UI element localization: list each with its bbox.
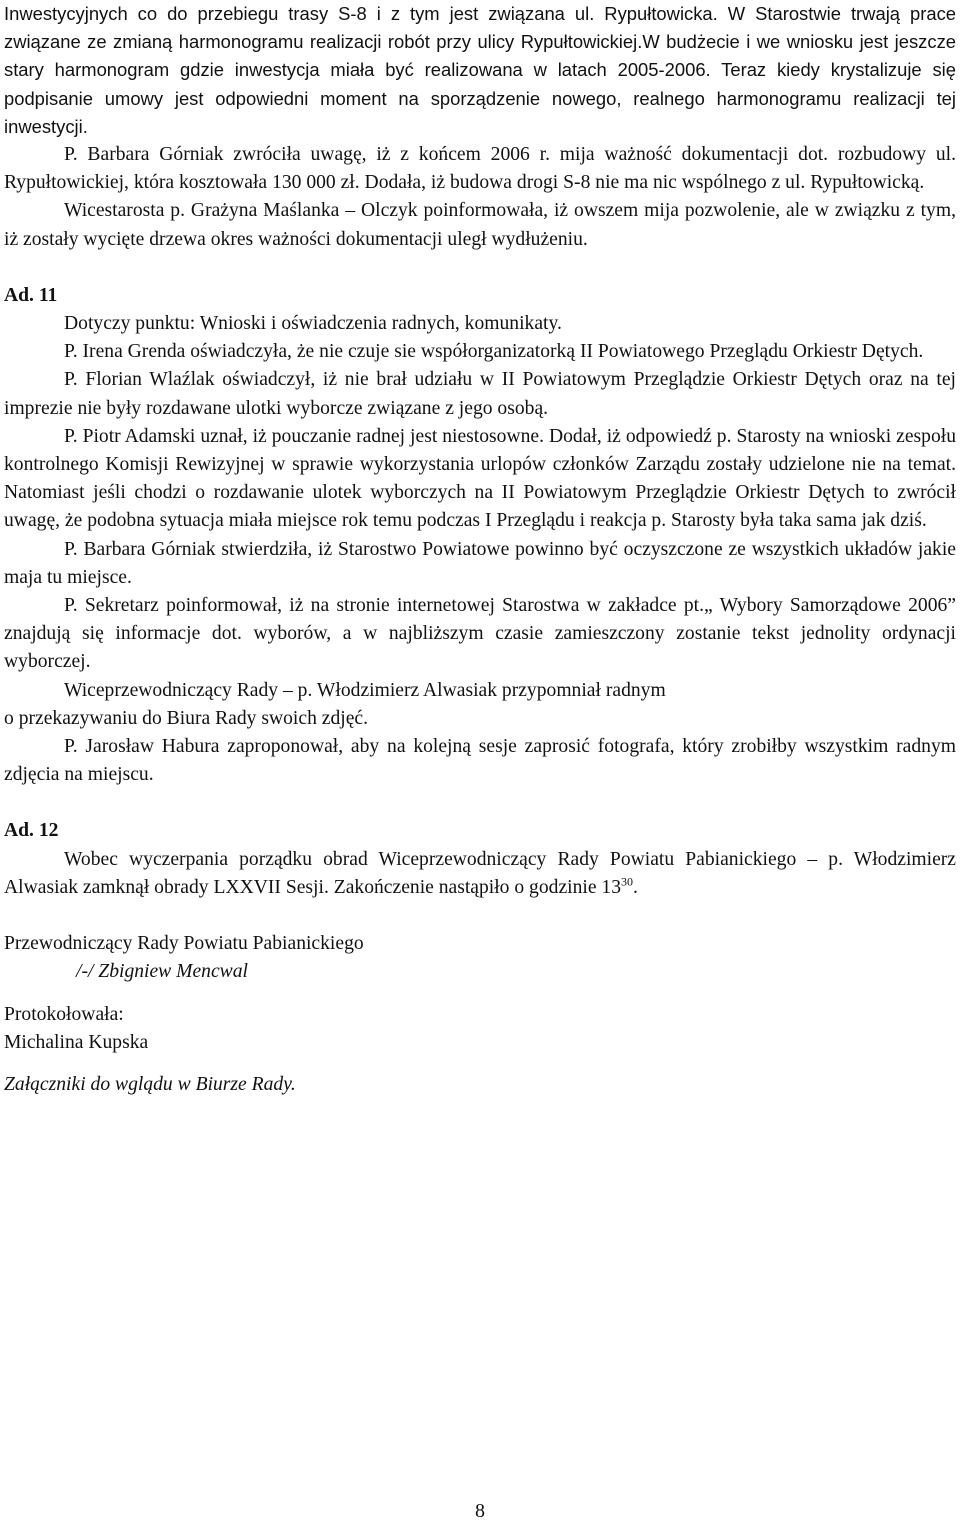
- paragraph-habura: P. Jarosław Habura zaproponował, aby na kolejną sesje zaprosić fotografa, który zrobiłby wszystkim radnym zdjęcia na miejscu.: [4, 736, 956, 786]
- protocol-author: Michalina Kupska: [4, 1031, 149, 1053]
- protocol-label: Protokołowała:: [4, 1003, 124, 1025]
- section-heading-ad-12: Ad. 12: [4, 820, 59, 842]
- paragraph-vice-chair-line2: o przekazywaniu do Biura Rady swoich zdjęć.: [4, 707, 368, 729]
- signature-title: Przewodniczący Rady Powiatu Pabianickiego: [4, 933, 364, 955]
- paragraph-gorniak-starostwo: P. Barbara Górniak stwierdziła, iż Starostwo Powiatowe powinno być oczyszczone ze wszystkich układów jakie maja tu miejsce.: [4, 538, 956, 588]
- paragraph-vice-starost-response: Wicestarosta p. Grażyna Maślanka – Olczyk poinformowała, iż owszem mija pozwolenie, ale w związku z tym, iż zostały wycięte drzewa okres ważności dokumentacji uległ wydłużeniu.: [4, 200, 956, 250]
- attachments-note: Załączniki do wglądu w Biurze Rady.: [4, 1073, 296, 1095]
- paragraph-gorniak-documentation: P. Barbara Górniak zwróciła uwagę, iż z końcem 2006 r. mija ważność dokumentacji dot. rozbudowy ul. Rypułtowickiej, która kosztowała 130 000 zł. Dodała, iż budowa drogi S-8 nie ma nic wspólnego z ul. Rypułtowicką.: [4, 144, 956, 194]
- paragraph-vice-chair-line1: Wiceprzewodniczący Rady – p. Włodzimierz Alwasiak przypomniał radnym: [64, 679, 666, 701]
- section-11-intro: Dotyczy punktu: Wnioski i oświadczenia radnych, komunikaty.: [64, 313, 562, 335]
- paragraph-wlazlak: P. Florian Wlaźlak oświadczył, iż nie brał udziału w II Powiatowym Przeglądzie Orkiestr Dętych oraz na tej imprezie nie były rozdawane ulotki wyborcze związane z jego osobą.: [4, 369, 956, 419]
- paragraph-s8-schedule: Inwestycyjnych co do przebiegu trasy S-8 i z tym jest związana ul. Rypułtowicka. W Starostwie trwają prace związane ze zmianą harmonogramu realizacji robót przy ulicy Rypułtowickiej.W budżecie i we wniosku jest jeszcze stary harmonogram gdzie inwestycja miała być realizowana w latach 2005-2006. Teraz kiedy krystalizuje się podpisanie umowy jest odpowiedni moment na sporządzenie nowego, realnego harmonogramu realizacji tej inwestycji.: [4, 3, 956, 137]
- paragraph-secretary: P. Sekretarz poinformował, iż na stronie internetowej Starostwa w zakładce pt.„ Wybory Samorządowe 2006” znajdują się informacje dot. wyborów, a w najbliższym czasie zamieszczony zostanie tekst jednolity ordynacji wyborczej.: [4, 595, 956, 673]
- paragraph-grenda: P. Irena Grenda oświadczyła, że nie czuje sie współorganizatorką II Powiatowego Przeglądu Orkiestr Dętych.: [64, 341, 924, 363]
- paragraph-closing: [4, 846, 956, 902]
- paragraph-adamski: P. Piotr Adamski uznał, iż pouczanie radnej jest niestosowne. Dodał, iż odpowiedź p. Starosty na wnioski zespołu kontrolnego Komisji Rewizyjnej w sprawie wykorzystania urlopów członków Zarządu zostały udzielone nie na temat. Natomiast jeśli chodzi o rozdawanie ulotek wyborczych na II Powiatowym Przeglądzie Orkiestr Dętych to zwrócił uwagę, że podobna sytuacja miała miejsce rok temu podczas I Przeglądu i reakcja p. Starosty była taka sama jak dziś.: [4, 425, 956, 532]
- page-number: 8: [475, 1500, 485, 1522]
- document-page: [4, 0, 956, 1099]
- section-heading-ad-11: Ad. 11: [4, 284, 58, 306]
- signature-name: /-/ Zbigniew Mencwal: [76, 961, 248, 983]
- closing-time-minutes: 30: [621, 874, 634, 889]
- closing-text: Wobec wyczerpania porządku obrad Wiceprzewodniczący Rady Powiatu Pabianickiego – p. Włodzimierz Alwasiak zamknął obrady LXXVII Sesji. Zakończenie nastąpiło o godzinie 13: [4, 848, 956, 898]
- closing-period: .: [633, 876, 638, 898]
